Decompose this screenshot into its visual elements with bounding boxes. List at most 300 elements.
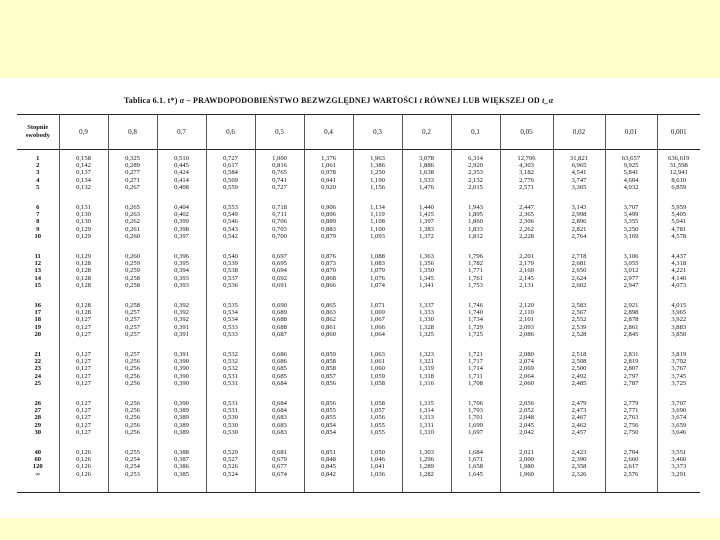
critical-value: 2,878 (623, 316, 639, 324)
critical-value: 4,781 (671, 225, 687, 233)
value-cell (553, 395, 605, 444)
critical-value: 0,883 (321, 225, 336, 233)
critical-value: 1,717 (468, 358, 483, 366)
critical-value: 0,683 (272, 414, 287, 422)
critical-value: 2,819 (623, 358, 639, 366)
critical-value: 2,120 (519, 302, 534, 309)
critical-value: 0,855 (321, 414, 336, 422)
df-value: 4 (36, 176, 40, 184)
critical-value: 6,314 (468, 155, 483, 162)
critical-value: 0,390 (174, 365, 189, 373)
critical-value: 2,353 (468, 169, 483, 177)
critical-value: 1,333 (419, 309, 434, 317)
critical-value: 1,079 (370, 267, 385, 275)
value-cell (657, 346, 700, 395)
critical-value: 2,069 (519, 365, 534, 373)
critical-value: 0,553 (223, 204, 238, 211)
critical-value: 0,845 (321, 463, 336, 471)
critical-value: 1,134 (370, 204, 385, 211)
critical-value: 2,779 (623, 400, 639, 407)
critical-value: 0,256 (125, 372, 140, 380)
critical-value: 0,289 (125, 162, 140, 170)
table-title-t-alpha: t_α (542, 96, 554, 105)
critical-value: 0,532 (223, 358, 238, 366)
critical-value: 0,687 (272, 330, 287, 338)
value-cell (108, 395, 157, 444)
critical-value: 0,536 (223, 281, 238, 289)
df-value: 30 (34, 428, 42, 436)
critical-value: 1,415 (419, 211, 434, 219)
critical-value: 0,524 (223, 470, 238, 478)
t-distribution-table (17, 114, 700, 493)
critical-value: 3,725 (671, 379, 687, 387)
value-cell (500, 444, 553, 493)
critical-value: 4,318 (671, 260, 687, 268)
critical-value: 0,126 (76, 449, 91, 456)
critical-value: 12,706 (517, 155, 536, 162)
value-cell (59, 444, 108, 493)
critical-value: 1,050 (370, 449, 385, 456)
critical-value: 1,093 (370, 232, 385, 240)
critical-value: 1,337 (419, 302, 434, 309)
df-cell (17, 150, 59, 200)
df-cell (17, 444, 59, 493)
table-row-group (17, 199, 700, 248)
critical-value: 0,267 (125, 183, 140, 191)
value-cell (605, 444, 657, 493)
critical-value: 2,763 (623, 414, 639, 422)
critical-value: 1,314 (419, 407, 434, 415)
value-cell (353, 150, 402, 200)
critical-value: 2,660 (623, 456, 639, 464)
df-value: 3 (36, 169, 40, 177)
critical-value: 0,688 (272, 323, 287, 331)
critical-value: 0,683 (272, 428, 287, 436)
critical-value: 3,747 (571, 176, 587, 184)
critical-value: 0,262 (125, 218, 140, 226)
slide-bottom-band (0, 518, 720, 540)
value-cell (402, 248, 451, 297)
critical-value: 2,845 (623, 330, 639, 338)
critical-value: 1,303 (419, 449, 434, 456)
critical-value: 0,392 (174, 302, 189, 309)
critical-value: 0,390 (174, 372, 189, 380)
critical-value: 0,127 (76, 316, 91, 324)
value-cell (451, 248, 500, 297)
critical-value: 4,221 (671, 267, 687, 275)
df-value: 6 (36, 204, 40, 211)
value-cell (657, 444, 700, 493)
critical-value: 0,859 (321, 351, 336, 358)
value-cell (605, 346, 657, 395)
critical-value: 2,326 (571, 470, 587, 478)
df-value: 22 (34, 358, 42, 366)
value-cell (605, 199, 657, 248)
value-cell (255, 444, 304, 493)
critical-value: 2,160 (519, 267, 534, 275)
critical-value: 0,684 (272, 400, 287, 407)
critical-value: 0,387 (174, 456, 189, 464)
header-alpha-12: 0,001 (657, 115, 700, 150)
critical-value: 0,391 (174, 323, 189, 331)
critical-value: 1,697 (468, 428, 483, 436)
critical-value: 0,683 (272, 421, 287, 429)
critical-value: 0,254 (125, 463, 140, 471)
critical-value: 31,821 (569, 155, 589, 162)
critical-value: 0,851 (321, 449, 336, 456)
critical-value: 1,316 (419, 379, 434, 387)
critical-value: 1,311 (419, 421, 434, 429)
critical-value: 2,508 (571, 358, 587, 366)
df-cell (17, 395, 59, 444)
critical-value: 0,127 (76, 365, 91, 373)
value-cell (451, 297, 500, 346)
value-cell (157, 297, 206, 346)
critical-value: 1,108 (370, 218, 385, 226)
critical-value: 1,397 (419, 218, 434, 226)
critical-value: 0,256 (125, 407, 140, 415)
value-cell (500, 199, 553, 248)
critical-value: 0,685 (272, 372, 287, 380)
value-cell (255, 297, 304, 346)
critical-value: 0,260 (125, 232, 140, 240)
critical-value: 2,080 (519, 351, 534, 358)
critical-value: 0,130 (76, 211, 91, 219)
value-cell (402, 150, 451, 200)
critical-value: 0,253 (125, 470, 140, 478)
value-cell (657, 150, 700, 200)
critical-value: 0,690 (272, 302, 287, 309)
header-alpha-1: 0,8 (108, 115, 157, 150)
critical-value: 1,980 (519, 463, 534, 471)
critical-value: 0,848 (321, 456, 336, 464)
critical-value: 2,998 (571, 211, 587, 219)
critical-value: 0,395 (174, 260, 189, 268)
critical-value: 2,528 (571, 330, 587, 338)
critical-value: 0,256 (125, 379, 140, 387)
critical-value: 1,761 (468, 274, 483, 282)
df-value: 9 (36, 225, 40, 233)
critical-value: 0,531 (223, 372, 238, 380)
critical-value: 1,074 (370, 281, 385, 289)
critical-value: 2,977 (623, 274, 639, 282)
critical-value: 0,863 (321, 309, 336, 317)
critical-value: 0,277 (125, 169, 140, 177)
critical-value: 0,533 (223, 323, 238, 331)
critical-value: 2,132 (468, 176, 483, 184)
critical-value: 0,569 (223, 176, 238, 184)
critical-value: 0,741 (272, 176, 287, 184)
critical-value: 1,296 (419, 456, 434, 464)
critical-value: 1,708 (468, 379, 483, 387)
critical-value: 3,551 (671, 449, 687, 456)
critical-value: 31,598 (669, 162, 688, 170)
critical-value: 1,372 (419, 232, 434, 240)
df-cell (17, 346, 59, 395)
critical-value: 0,727 (223, 155, 238, 162)
critical-value: 2,086 (519, 330, 534, 338)
df-value: 8 (36, 218, 40, 226)
value-cell (605, 150, 657, 200)
critical-value: 2,201 (519, 253, 534, 260)
value-cell (402, 444, 451, 493)
critical-value: 0,389 (174, 428, 189, 436)
critical-value: 0,258 (125, 281, 140, 289)
critical-value: 0,691 (272, 281, 287, 289)
critical-value: 2,718 (571, 253, 587, 260)
critical-value: 0,134 (76, 176, 91, 184)
header-alpha-0: 0,9 (59, 115, 108, 150)
critical-value: 1,250 (370, 169, 385, 177)
value-cell (402, 297, 451, 346)
df-value: 11 (34, 253, 41, 260)
critical-value: 0,265 (125, 204, 140, 211)
critical-value: 2,390 (571, 456, 587, 464)
critical-value: 1,057 (370, 407, 385, 415)
critical-value: 1,796 (468, 253, 483, 260)
critical-value: 1,046 (370, 456, 385, 464)
critical-value: 0,257 (125, 351, 140, 358)
critical-value: 9,925 (623, 162, 639, 170)
table-row-group (17, 395, 700, 444)
critical-value: 2,306 (519, 218, 534, 226)
df-value: 28 (34, 414, 42, 422)
critical-value: 1,729 (468, 323, 483, 331)
critical-value: 1,060 (370, 365, 385, 373)
critical-value: 0,527 (223, 456, 238, 464)
critical-value: 0,271 (125, 176, 140, 184)
critical-value: 4,541 (571, 169, 587, 177)
value-cell (108, 199, 157, 248)
critical-value: 0,414 (174, 176, 189, 184)
critical-value: 0,711 (272, 211, 287, 219)
header-alpha-8: 0,1 (451, 115, 500, 150)
critical-value: 3,659 (671, 421, 687, 429)
critical-value: 0,408 (174, 183, 189, 191)
value-cell (304, 150, 353, 200)
critical-value: 2,896 (571, 218, 587, 226)
critical-value: 0,858 (321, 365, 336, 373)
df-value: 27 (34, 407, 42, 415)
critical-value: 0,532 (223, 365, 238, 373)
value-cell (657, 297, 700, 346)
critical-value: 1,860 (468, 218, 483, 226)
critical-value: 1,063 (370, 351, 385, 358)
value-cell (255, 199, 304, 248)
critical-value: 0,126 (76, 470, 91, 478)
critical-value: 1,310 (419, 428, 434, 436)
critical-value: 2,567 (571, 309, 587, 317)
critical-value: 3,792 (671, 358, 687, 366)
critical-value: 0,404 (174, 204, 189, 211)
value-cell (206, 297, 255, 346)
critical-value: 63,657 (621, 155, 641, 162)
critical-value: 0,256 (125, 421, 140, 429)
critical-value: 1,895 (468, 211, 483, 219)
critical-value: 0,391 (174, 351, 189, 358)
critical-value: 0,538 (223, 267, 238, 275)
critical-value: 1,315 (419, 400, 434, 407)
critical-value: 2,898 (623, 309, 639, 317)
critical-value: 1,328 (419, 323, 434, 331)
value-cell (206, 199, 255, 248)
critical-value: 3,767 (671, 365, 687, 373)
critical-value: 6,965 (571, 162, 587, 170)
header-alpha-10: 0,02 (553, 115, 605, 150)
critical-value: 0,128 (76, 309, 91, 317)
df-value: 120 (32, 463, 43, 471)
critical-value: 0,137 (76, 169, 91, 177)
critical-value: 3,965 (671, 309, 687, 317)
critical-value: 2,617 (623, 463, 639, 471)
critical-value: 0,686 (272, 358, 287, 366)
critical-value: 0,127 (76, 372, 91, 380)
value-cell (353, 346, 402, 395)
critical-value: 0,399 (174, 218, 189, 226)
critical-value: 0,530 (223, 428, 238, 436)
critical-value: 1,055 (370, 421, 385, 429)
value-cell (553, 199, 605, 248)
critical-value: 1,064 (370, 330, 385, 338)
critical-value: 0,873 (321, 260, 336, 268)
critical-value: 3,646 (671, 428, 687, 436)
critical-value: 1,058 (370, 400, 385, 407)
table-title-text: PRAWDOPODOBIEŃSTWO BEZWZGLĘDNEJ WARTOŚCI (193, 96, 418, 105)
critical-value: 0,397 (174, 232, 189, 240)
critical-value: 1,055 (370, 428, 385, 436)
table-row-group (17, 248, 700, 297)
value-cell (255, 346, 304, 395)
value-cell (108, 150, 157, 200)
critical-value: 0,684 (272, 407, 287, 415)
critical-value: 4,015 (671, 302, 687, 309)
critical-value: 1,059 (370, 372, 385, 380)
df-value: 23 (34, 365, 42, 373)
value-cell (553, 346, 605, 395)
critical-value: 0,254 (125, 456, 140, 464)
critical-value: 1,318 (419, 372, 434, 380)
critical-value: 0,392 (174, 316, 189, 324)
critical-value: 1,638 (419, 169, 434, 177)
critical-value: 3,250 (623, 225, 639, 233)
critical-value: 0,870 (321, 267, 336, 275)
critical-value: 0,856 (321, 379, 336, 387)
df-value: 60 (34, 456, 42, 464)
critical-value: 1,684 (468, 449, 483, 456)
critical-value: 1,289 (419, 463, 434, 471)
critical-value: 2,064 (519, 372, 534, 380)
critical-value: 1,325 (419, 330, 434, 338)
critical-value: 0,537 (223, 274, 238, 282)
critical-value: 0,692 (272, 274, 287, 282)
value-cell (157, 346, 206, 395)
critical-value: 3,707 (671, 400, 687, 407)
critical-value: 3,078 (419, 155, 434, 162)
value-cell (657, 199, 700, 248)
value-cell (59, 150, 108, 200)
df-value: 2 (36, 162, 40, 170)
critical-value: 2,947 (623, 281, 639, 289)
critical-value: 0,389 (174, 421, 189, 429)
df-value: 18 (34, 316, 42, 324)
critical-value: 2,093 (519, 323, 534, 331)
value-cell (657, 395, 700, 444)
value-cell (402, 199, 451, 248)
critical-value: 0,896 (321, 211, 336, 219)
critical-value: 0,674 (272, 470, 287, 478)
critical-value: 0,129 (76, 225, 91, 233)
value-cell (353, 395, 402, 444)
value-cell (451, 150, 500, 200)
critical-value: 0,540 (223, 253, 238, 260)
value-cell (206, 444, 255, 493)
value-cell (157, 150, 206, 200)
critical-value: 0,688 (272, 316, 287, 324)
critical-value: 0,398 (174, 225, 189, 233)
value-cell (353, 248, 402, 297)
critical-value: 0,127 (76, 323, 91, 331)
critical-value: 0,256 (125, 358, 140, 366)
critical-value: 0,132 (76, 183, 91, 191)
critical-value: 2,110 (519, 309, 534, 317)
df-value: 13 (34, 267, 42, 275)
critical-value: 1,088 (370, 253, 385, 260)
value-cell (255, 395, 304, 444)
critical-value: 3,499 (623, 211, 639, 219)
critical-value: 1,313 (419, 414, 434, 422)
critical-value: 0,445 (174, 162, 189, 170)
critical-value: 1,701 (468, 414, 483, 422)
critical-value: 0,765 (272, 169, 287, 177)
critical-value: 1,341 (419, 281, 434, 289)
critical-value: 2,365 (519, 211, 534, 219)
critical-value: 2,571 (519, 183, 534, 191)
table-title-dash: – (186, 96, 191, 105)
value-cell (353, 199, 402, 248)
critical-value: 0,390 (174, 400, 189, 407)
critical-value: 2,056 (519, 400, 534, 407)
critical-value: 1,350 (419, 267, 434, 275)
critical-value: 1,376 (321, 155, 336, 162)
critical-value: 1,356 (419, 260, 434, 268)
critical-value: 5,841 (623, 169, 639, 177)
df-cell (17, 297, 59, 346)
critical-value: 0,694 (272, 267, 287, 275)
value-cell (553, 150, 605, 200)
critical-value: 0,531 (223, 407, 238, 415)
critical-value: 0,857 (321, 372, 336, 380)
critical-value: 0,534 (223, 309, 238, 317)
value-cell (206, 248, 255, 297)
value-cell (451, 199, 500, 248)
critical-value: 8,610 (671, 176, 687, 184)
table-row-group (17, 150, 700, 200)
value-cell (451, 346, 500, 395)
critical-value: 0,677 (272, 463, 287, 471)
critical-value: 0,256 (125, 400, 140, 407)
critical-value: 3,012 (623, 267, 639, 275)
critical-value: 2,462 (571, 421, 587, 429)
critical-value: 0,394 (174, 267, 189, 275)
critical-value: 0,858 (321, 358, 336, 366)
critical-value: 0,842 (321, 470, 336, 478)
df-value: 19 (34, 323, 42, 331)
critical-value: 1,753 (468, 281, 483, 289)
header-alpha-11: 0,01 (605, 115, 657, 150)
critical-value: 3,106 (623, 253, 639, 260)
critical-value: 0,402 (174, 211, 189, 219)
header-alpha-7: 0,2 (402, 115, 451, 150)
